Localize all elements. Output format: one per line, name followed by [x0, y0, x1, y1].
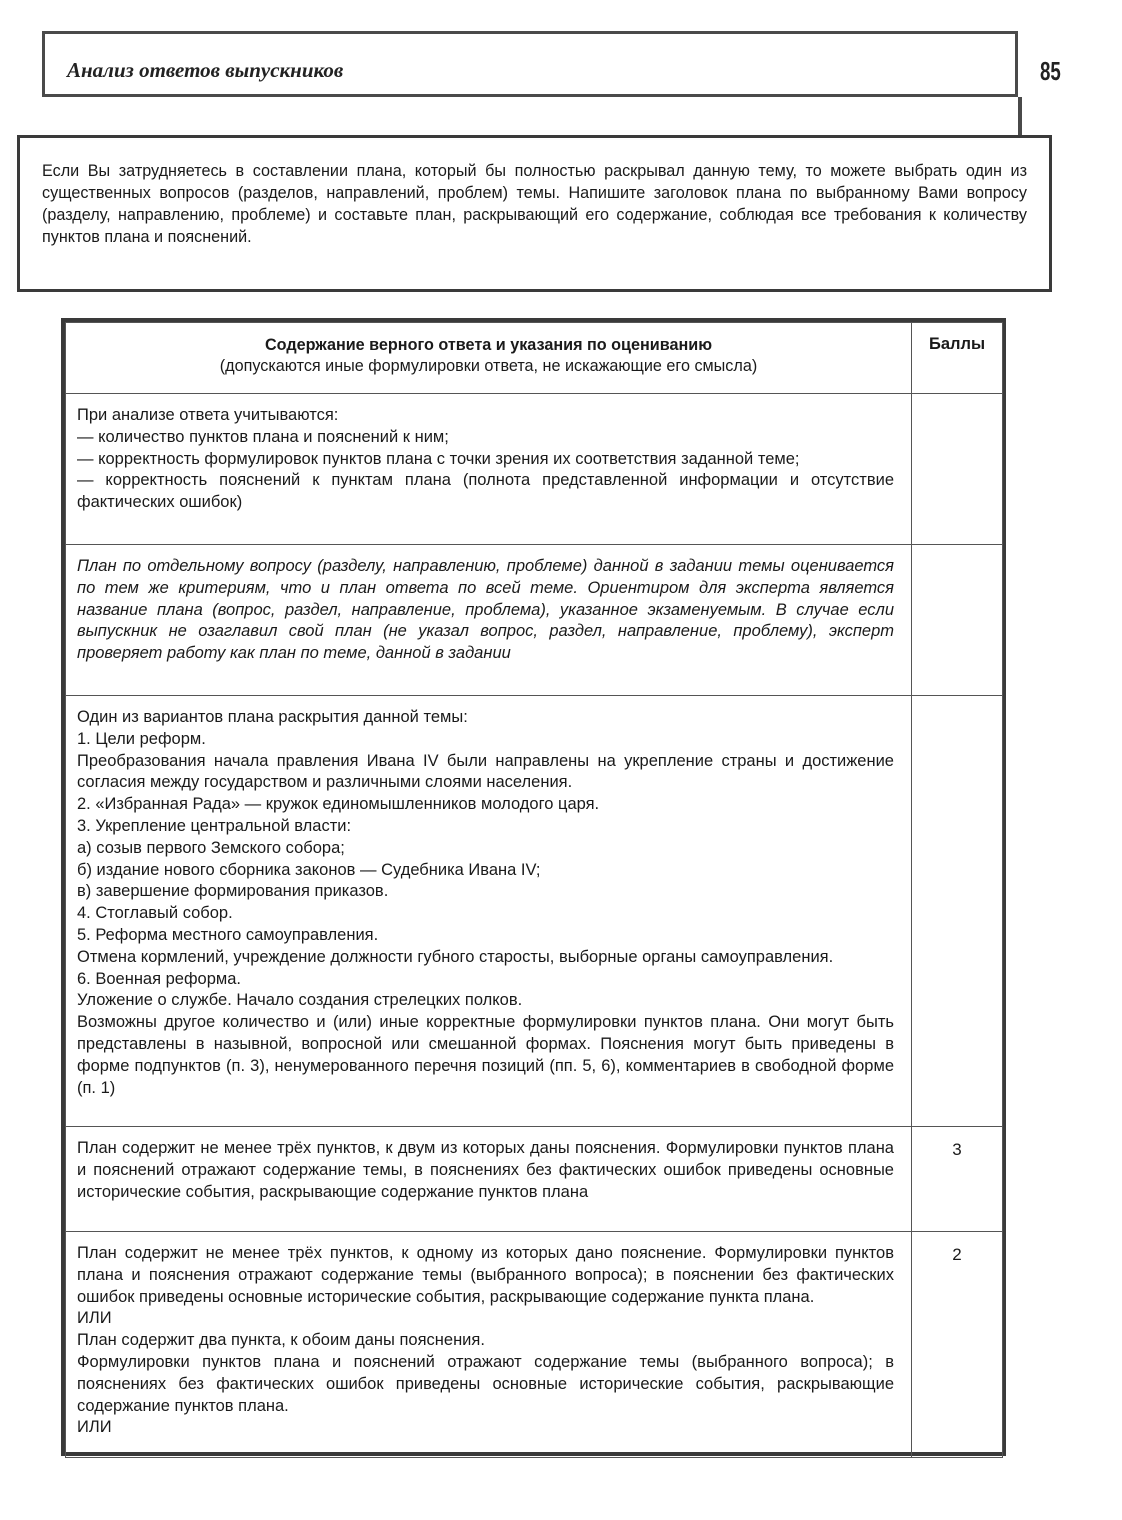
row-line: 3. Укрепление центральной власти: — [77, 816, 352, 835]
row-line: Формулировки пунктов плана и пояснений отражают содержание темы (выбранного вопроса); в пояснениях без фактических ошибок приведены основные исторические события, раскрывающие содержание пунктов плана. — [77, 1352, 894, 1415]
table-row — [66, 696, 1003, 1127]
section-header — [42, 31, 1018, 97]
row-content — [66, 394, 912, 545]
row-line: в) завершение формирования приказов. — [77, 882, 389, 901]
row-score: 2 — [912, 1232, 1003, 1458]
table-row — [66, 1232, 1003, 1458]
row-score — [912, 545, 1003, 696]
grading-table — [61, 318, 1006, 1456]
row-line: При анализе ответа учитываются: — [77, 406, 339, 424]
row-line: 6. Военная реформа. — [77, 969, 242, 988]
row-line: — корректность формулировок пунктов плана с точки зрения их соответствия заданной теме; — [77, 449, 800, 468]
column-header-content — [66, 323, 912, 394]
row-content — [66, 545, 912, 696]
row-line: 4. Стоглавый собор. — [77, 904, 233, 923]
row-score — [912, 696, 1003, 1127]
row-content — [66, 1127, 912, 1232]
row-line: План содержит не менее трёх пунктов, к одному из которых дано пояснение. Формулировки пунктов плана и пояснения отражают содержание темы (выбранного вопроса); в пояснении без фактических ошибок приведены основные исторические события, раскрывающие содержание пункта плана. — [77, 1244, 894, 1306]
note-paragraph: Если Вы затрудняетесь в составлении плана, который бы полностью раскрывал данную тему, то можете выбрать один из существенных вопросов (разделов, направлений, проблем) темы. Напишите заголовок плана по выбранному Вами вопросу (разделу, направлению, проблеме) и составьте план, раскрывающий его содержание, соблюдая все требования к количеству пунктов плана и пояснений. — [42, 162, 1027, 246]
row-line: — корректность пояснений к пунктам плана (полнота представленной информации и отсутствие фактических ошибок) — [77, 471, 894, 512]
row-line: Уложение о службе. Начало создания стрелецких полков. — [77, 991, 523, 1010]
header-subtitle: (допускаются иные формулировки ответа, не искажающие его смысла) — [219, 357, 758, 375]
header-divider — [1018, 97, 1022, 135]
row-line: План содержит два пункта, к обоим даны пояснения. — [77, 1331, 485, 1350]
table-row — [66, 1127, 1003, 1232]
table-header-row — [66, 323, 1003, 394]
row-line: Преобразования начала правления Ивана IV были направлены на укрепление страны и достижение согласия между государством и различными слоями населения. — [77, 751, 894, 792]
row-line: ИЛИ — [77, 1418, 112, 1437]
instruction-note — [17, 135, 1052, 292]
row-line: 1. Цели реформ. — [77, 729, 206, 748]
row-line: Один из вариантов плана раскрытия данной темы: — [77, 708, 468, 726]
row-score — [912, 394, 1003, 545]
row-line: 5. Реформа местного самоуправления. — [77, 925, 379, 944]
row-line: Возможны другое количество и (или) иные корректные формулировки пунктов плана. Они могут быть представлены в назывной, вопросной или смешанной формах. Пояснения могут быть приведены в форме подпунктов (п. 3), ненумерованного перечня позиций (пп. 5, 6), комментариев в свободной форме (п. 1) — [77, 1013, 894, 1097]
table-row — [66, 394, 1003, 545]
row-line: ИЛИ — [77, 1309, 112, 1328]
row-line: б) издание нового сборника законов — Судебника Ивана IV; — [77, 860, 541, 879]
row-score: 3 — [912, 1127, 1003, 1232]
row-line: 2. «Избранная Рада» — кружок единомышленников молодого царя. — [77, 795, 600, 814]
page-number: 85 — [1040, 56, 1061, 86]
row-line: План по отдельному вопросу (разделу, направлению, проблеме) данной в задании темы оценивается по тем же критериям, что и план ответа по всей теме. Ориентиром для эксперта является название плана (вопрос, раздел, направление, проблема), указанное экзаменуемым. В случае если выпускник не озаглавил свой план (не указал вопрос, раздел, направление, проблему), эксперт проверяет работу как план по теме, данной в задании — [77, 557, 894, 663]
column-header-score: Баллы — [912, 323, 1003, 394]
section-title: Анализ ответов выпускников — [67, 58, 344, 82]
row-line: — количество пунктов плана и пояснений к ним; — [77, 427, 449, 446]
header-title: Содержание верного ответа и указания по оцениванию — [264, 336, 713, 354]
row-line: Отмена кормлений, учреждение должности губного старосты, выборные органы самоуправления. — [77, 947, 834, 966]
row-line: План содержит не менее трёх пунктов, к двум из которых даны пояснения. Формулировки пунктов плана и пояснений отражают содержание темы, в пояснениях без фактических ошибок приведены основные исторические события, раскрывающие содержание пунктов плана — [77, 1139, 894, 1201]
table-row — [66, 545, 1003, 696]
criteria-table — [65, 322, 1003, 1458]
row-content — [66, 696, 912, 1127]
row-line: а) созыв первого Земского собора; — [77, 838, 345, 857]
row-content — [66, 1232, 912, 1458]
